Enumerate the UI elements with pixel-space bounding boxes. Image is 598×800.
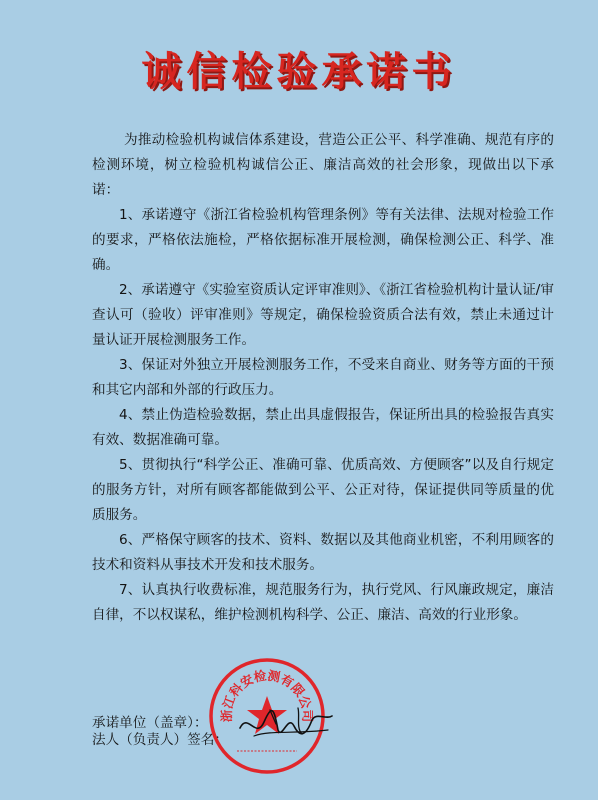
handwritten-signature <box>236 700 336 746</box>
commitment-5: 5、贯彻执行“科学公正、准确可靠、优质高效、方便顾客”以及自行规定的服务方针，对所有顾客都能做到公平、公正对待，保证提供同等质量的优质服务。 <box>92 457 554 523</box>
document-title: 诚信检验承诺书 <box>141 49 457 95</box>
signature-representative-label: 法人（负责人）签名： <box>92 732 228 748</box>
seal-text: 浙江科安检测有限公司 <box>218 667 316 723</box>
commitment-6: 6、严格保守顾客的技术、资料、数据以及其他商业机密，不利用顾客的技术和资料从事技术开发和技术服务。 <box>92 532 554 573</box>
intro-paragraph: 为推动检验机构诚信体系建设，营造公正公平、科学准确、规范有序的检测环境，树立检验机构诚信公正、廉洁高效的社会形象，现做出以下承诺： <box>92 132 554 198</box>
commitment-2: 2、承诺遵守《实验室资质认定评审准则》、《浙江省检验机构计量认证/审查认可（验收）评审准则》等规定，确保检验资质合法有效，禁止未通过计量认证开展检测服务工作。 <box>92 282 554 348</box>
commitment-3: 3、保证对外独立开展检测服务工作，不受来自商业、财务等方面的干预和其它内部和外部的行政压力。 <box>92 357 554 398</box>
signature-unit-label: 承诺单位（盖章）： <box>92 715 208 731</box>
commitment-4: 4、禁止伪造检验数据，禁止出具虚假报告，保证所出具的检验报告真实有效、数据准确可靠。 <box>92 407 554 448</box>
commitment-7: 7、认真执行收费标准，规范服务行为，执行党风、行风廉政规定，廉洁自律，不以权谋私，维护检测机构科学、公正、廉洁、高效的行业形象。 <box>92 582 554 623</box>
commitment-1: 1、承诺遵守《浙江省检验机构管理条例》等有关法律、法规对检验工作的要求，严格依法施检，严格依据标准开展检测，确保检测公正、科学、准确。 <box>92 207 554 273</box>
document-body <box>92 128 554 628</box>
